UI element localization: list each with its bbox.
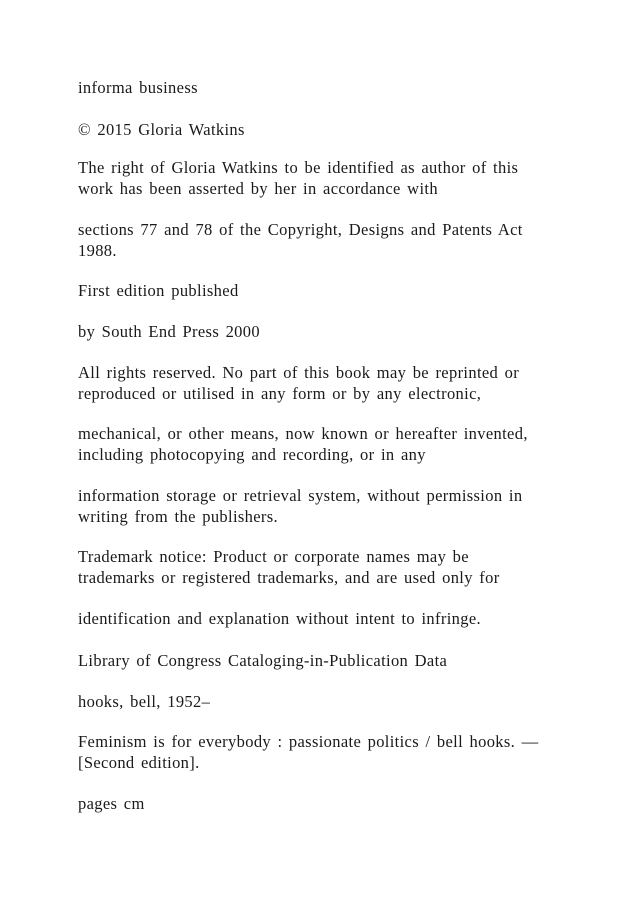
moral-rights-paragraph: The right of Gloria Watkins to be identified as author of this work has been asserted by her in accordance with (78, 158, 519, 198)
cip-pages-line: pages cm (78, 794, 145, 813)
first-edition-line: First edition published (78, 281, 239, 300)
reproduction-means-paragraph: mechanical, or other means, now known or hereafter invented, including photocopying and recording, or in any (78, 424, 528, 464)
cip-title-paragraph: Feminism is for everybody : passionate politics / bell hooks. — [Second edition]. (78, 732, 539, 772)
original-publisher-line: by South End Press 2000 (78, 322, 260, 341)
cip-author-line: hooks, bell, 1952– (78, 692, 211, 711)
trademark-notice-paragraph: Trademark notice: Product or corporate names may be trademarks or registered trademarks, and are used only for (78, 547, 500, 587)
storage-retrieval-paragraph: information storage or retrieval system, without permission in writing from the publishers. (78, 486, 523, 526)
cip-heading: Library of Congress Cataloging-in-Publication Data (78, 651, 448, 670)
trademark-intent-line: identification and explanation without intent to infringe. (78, 609, 482, 628)
copyright-act-paragraph: sections 77 and 78 of the Copyright, Designs and Patents Act 1988. (78, 220, 523, 260)
rights-reserved-paragraph: All rights reserved. No part of this book may be reprinted or reproduced or utilised in any form or by any electronic, (78, 363, 520, 403)
copyright-line: © 2015 Gloria Watkins (78, 120, 245, 139)
publisher-line: informa business (78, 78, 198, 97)
